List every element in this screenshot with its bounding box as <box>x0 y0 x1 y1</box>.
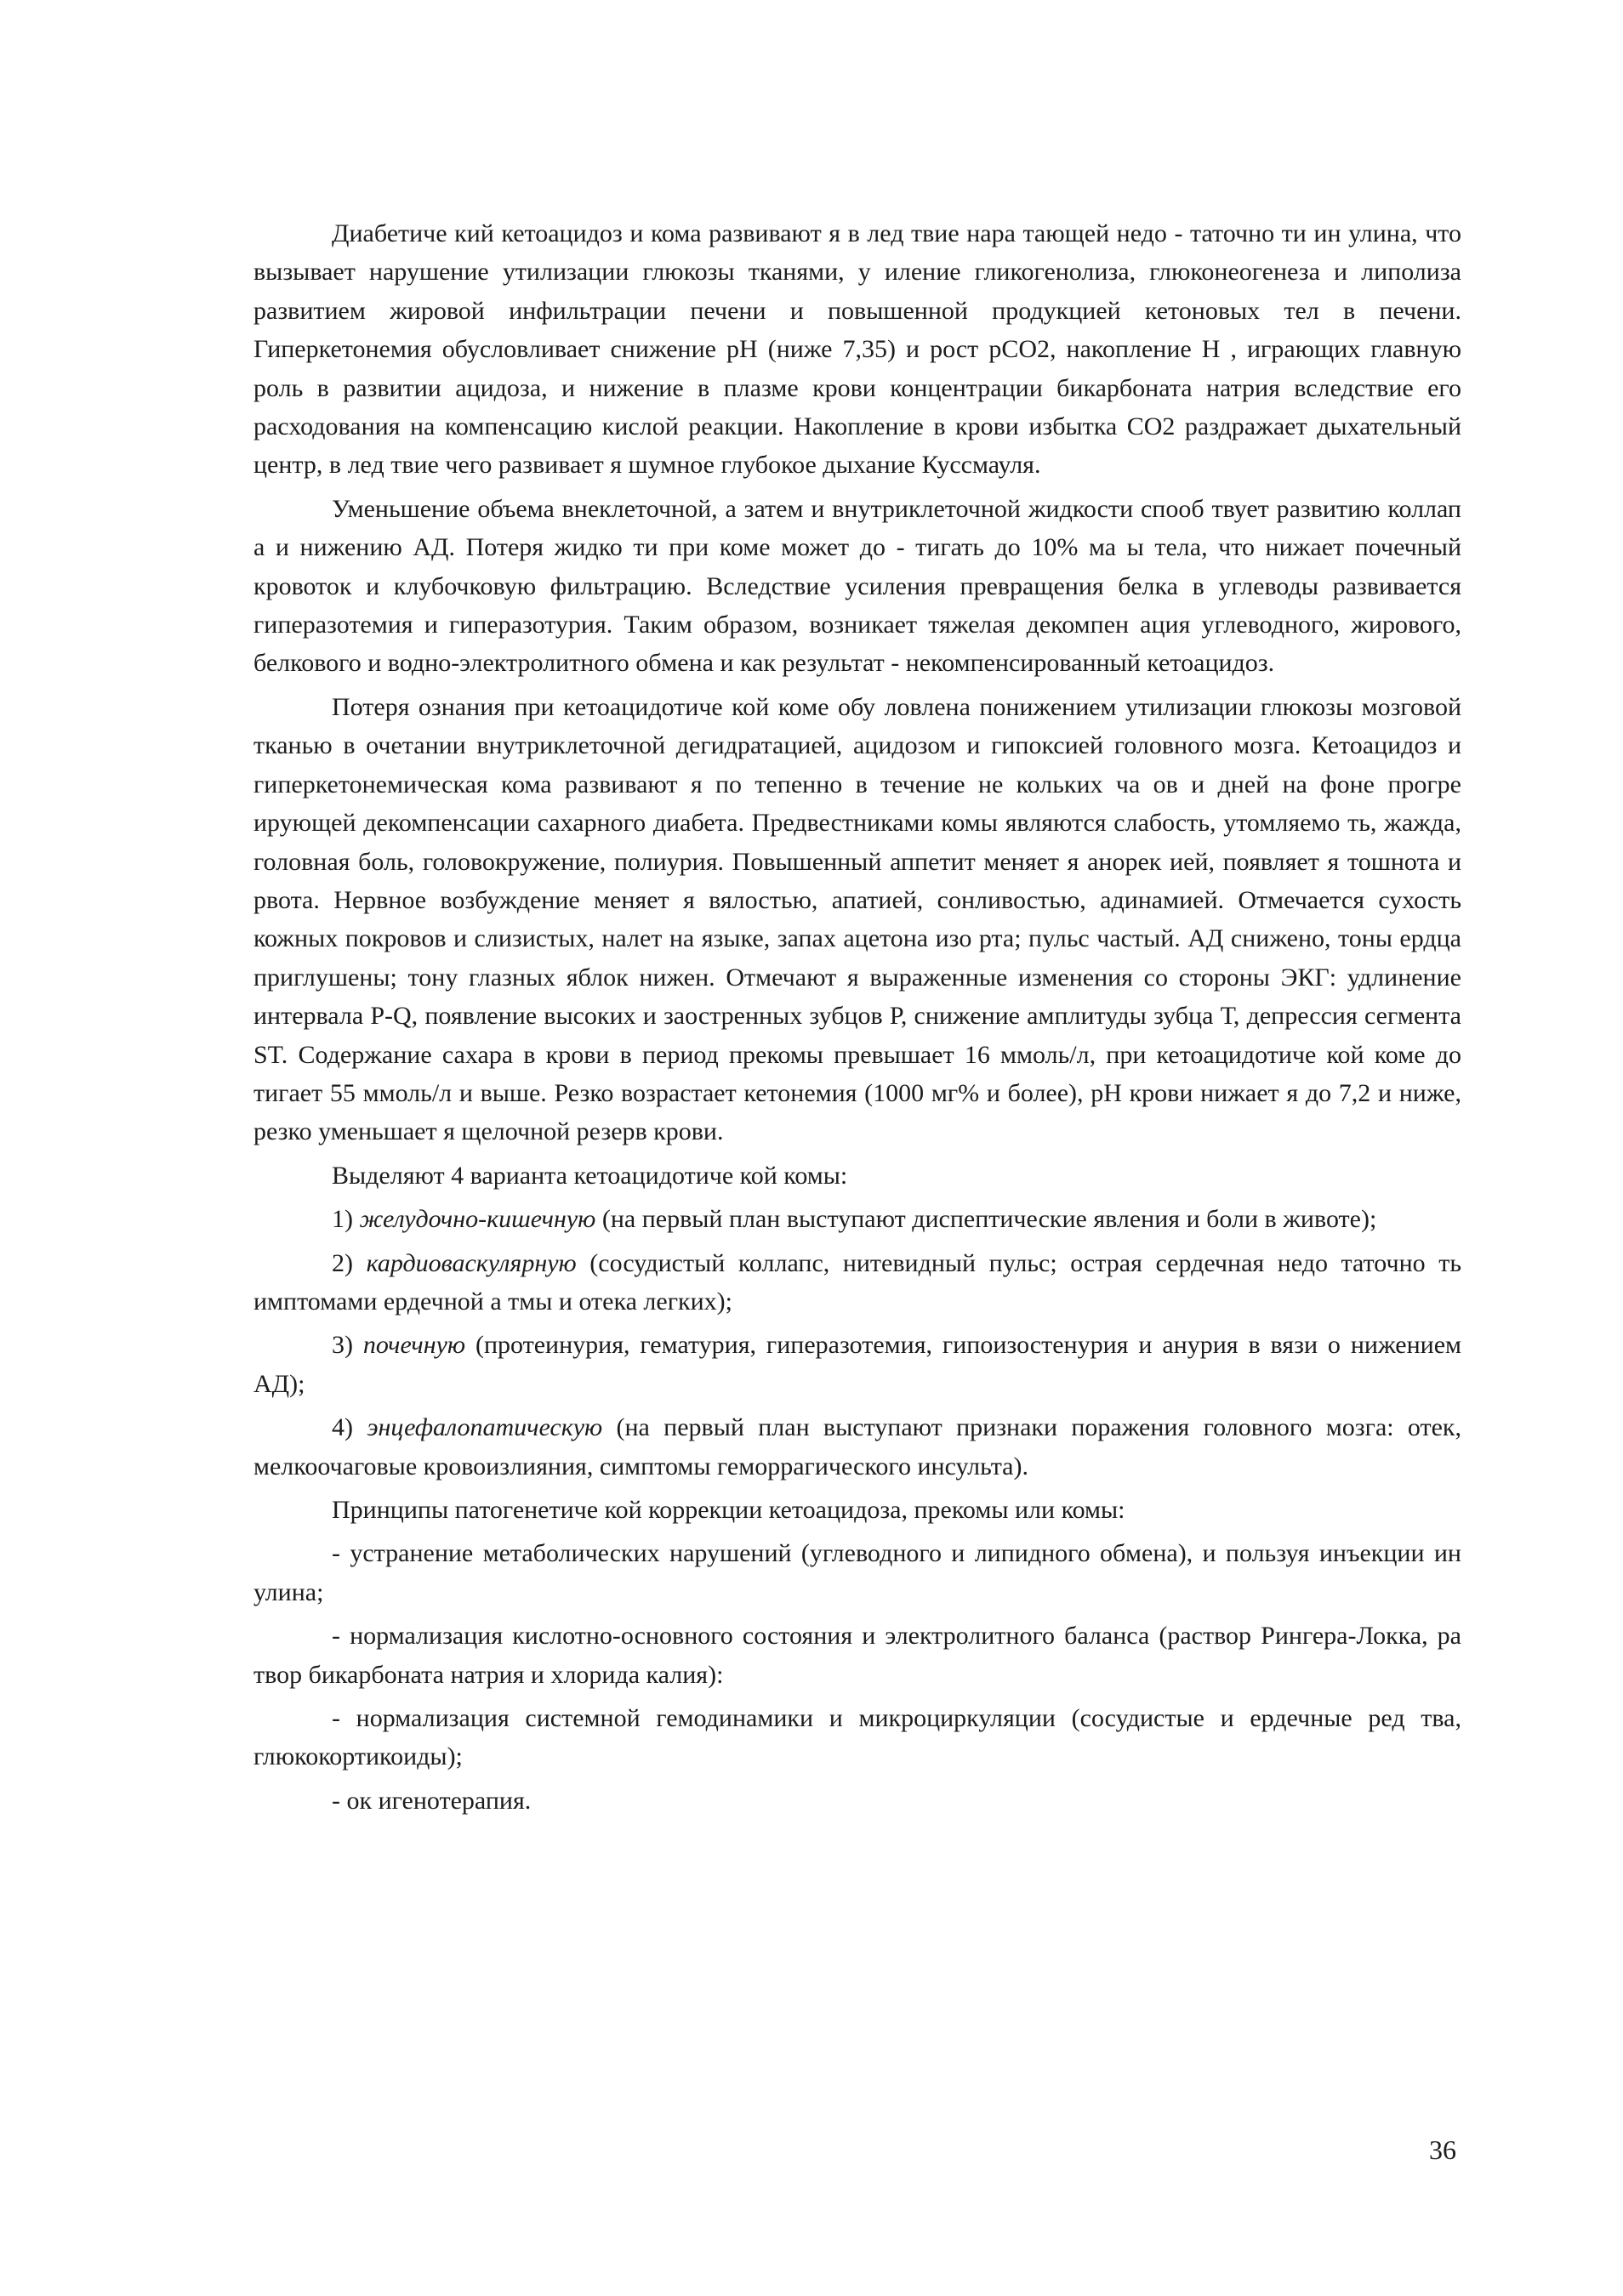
variant-item-1: 1) желудочно-кишечную (на первый план выступают диспептические явления и боли в животе); <box>332 1205 1377 1234</box>
paragraph-ketoacidosis-pathogenesis: Диабетиче кий кетоацидоз и кома развивают я в лед твие нара тающей недо - таточно ти ин улина, что вызывает нарушение утилизации глюкозы тканями, у иление гликогенолиза, глюконеогенеза и липолиза развитием жировой инфильтрации печени и повышенной продукцией кетоновых тел в печени. Гиперкетонемия обусловливает снижение рН (ниже 7,35) и рост рСО2, накопление Н , играющих главную роль в развитии ацидоза, и нижение в плазме крови концентрации бикарбоната натрия вследствие его расходования на компенсацию кислой реакции. Накопление в крови избытка СО2 раздражает дыхательный центр, в лед твие чего развивает я шумное глубокое дыхание Куссмауля. <box>253 219 1461 480</box>
paragraph-principles-intro: Принципы патогенетиче кой коррекции кетоацидоза, прекомы или комы: <box>332 1496 1125 1524</box>
variant-item-2: 2) кардиоваскулярную (сосудистый коллапс, нитевидный пульс; острая сердечная недо таточно ть имптомами ердечной а тмы и отека легких); <box>253 1248 1461 1316</box>
principle-item-4: - ок игенотерапия. <box>332 1786 532 1815</box>
paragraph-variants-intro: Выделяют 4 варианта кетоацидотиче кой комы: <box>332 1161 848 1190</box>
principle-item-1: - устранение метаболических нарушений (углеводного и липидного обмена), и пользуя инъекции ин улина; <box>253 1539 1461 1606</box>
principle-item-3: - нормализация системной гемодинамики и микроциркуляции (сосудистые и ердечные ред тва, глюкокортикоиды); <box>253 1704 1461 1771</box>
variant-term: кардиоваскулярную <box>366 1248 577 1277</box>
variant-item-4: 4) энцефалопатическую (на первый план выступают признаки поражения головного мозга: отек, мелкоочаговые кровоизлияния, симптомы геморрагического инсульта). <box>253 1413 1462 1480</box>
variant-term: почечную <box>362 1331 466 1360</box>
principle-item-2: - нормализация кислотно-основного состояния и электролитного баланса (раствор Рингера-Локка, ра твор бикарбоната натрия и хлорида калия): <box>253 1622 1461 1689</box>
variant-term: энцефалопатическую <box>367 1413 603 1442</box>
variant-term: желудочно-кишечную <box>359 1205 596 1234</box>
paragraph-clinical-picture: Потеря ознания при кетоацидотиче кой коме обу ловлена понижением утилизации глюкозы мозговой тканью в очетании внутриклеточной дегидратацией, ацидозом и гипоксией головного мозга. Кетоацидоз и гиперкетонемическая кома развивают я по тепенно в течение не кольких ча ов и дней на фоне прогре ирующей декомпенсации сахарного диабета. Предвестниками комы являются слабость, утомляемо ть, жажда, головная боль, головокружение, полиурия. Повышенный аппетит меняет я анорек ией, появляет я тошнота и рвота. Нервное возбуждение меняет я вялостью, апатией, сонливостью, адинамией. Отмечается сухость кожных покровов и слизистых, налет на языке, запах ацетона изо рта; пульс частый. АД снижено, тоны ердца приглушены; тону глазных яблок нижен. Отмечают я выраженные изменения со стороны ЭКГ: удлинение интервала P-Q, появление высоких и заостренных зубцов Р, снижение амплитуды зубца Т, депрессия сегмента ST. Содержание сахара в крови в период прекомы превышает 16 ммоль/л, при кетоацидотиче кой коме до тигает 55 ммоль/л и выше. Резко возрастает кетонемия (1000 мг% и более), рН крови нижает я до 7,2 и ниже, резко уменьшает я щелочной резерв крови. <box>253 692 1461 1146</box>
variant-item-3: 3) почечную (протеинурия, гематурия, гиперазотемия, гипоизостенурия и анурия в вязи о нижением АД); <box>253 1331 1461 1398</box>
body-text <box>253 214 1461 1825</box>
paragraph-volume-loss: Уменьшение объема внеклеточной, а затем и внутриклеточной жидкости спооб твует развитию коллап а и нижению АД. Потеря жидко ти при коме может до - тигать до 10% ма ы тела, что нижает почечный кровоток и клубочковую фильтрацию. Вследствие усиления превращения белка в углеводы развивается гиперазотемия и гиперазотурия. Таким образом, возникает тяжелая декомпен ация углеводного, жирового, белкового и водно-электролитного обмена и как результат - некомпенсированный кетоацидоз. <box>253 494 1461 678</box>
page-number: 36 <box>1429 2134 1456 2165</box>
